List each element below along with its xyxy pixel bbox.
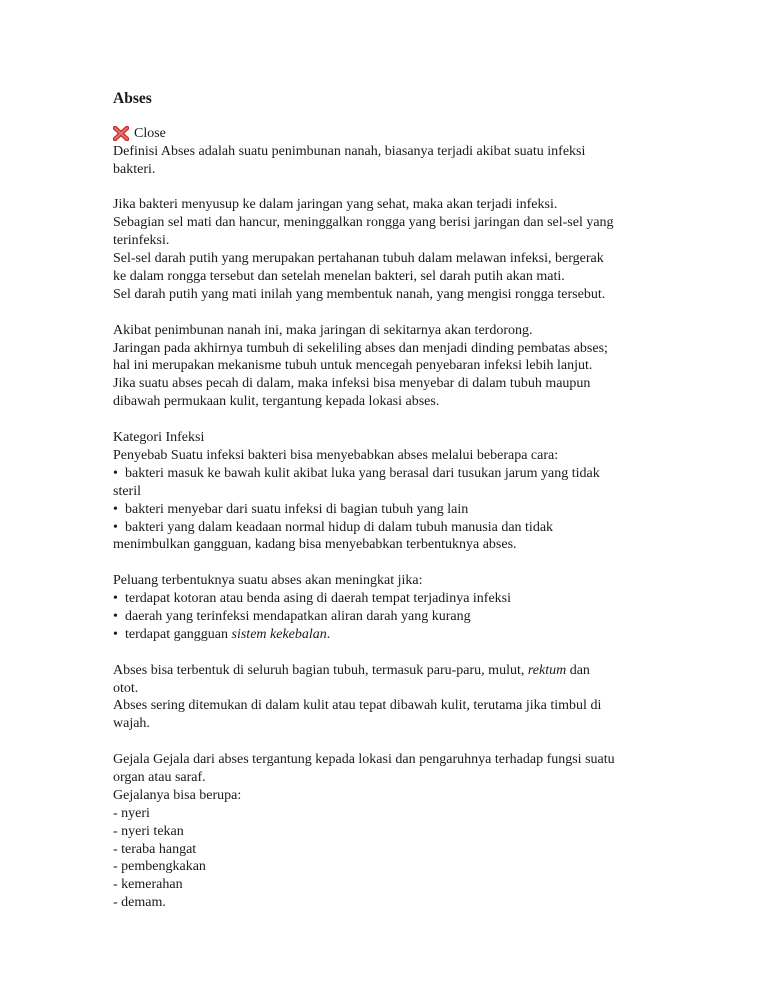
close-button[interactable]	[113, 125, 658, 143]
list-item: - demam.	[113, 895, 166, 911]
list-item: • daerah yang terinfeksi mendapatkan aliran darah yang kurang	[113, 608, 471, 624]
paragraph-peluang: Peluang terbentuknya suatu abses akan meningkat jika: • terdapat kotoran atau benda asing di daerah tempat terjadinya infeksi • daerah yang terinfeksi mendapatkan aliran darah yang kurang • terdapat gangguan sistem kekebalan.	[113, 572, 658, 644]
section-heading: Kategori Infeksi	[113, 430, 205, 446]
paragraph-definisi: Definisi Abses adalah suatu penimbunan nanah, biasanya terjadi akibat suatu infeksi bakteri.	[113, 143, 586, 177]
list-item: • terdapat gangguan sistem kekebalan.	[113, 626, 331, 642]
list-item: • bakteri yang dalam keadaan normal hidup di dalam tubuh manusia dan tidak	[113, 519, 554, 535]
list-item: - pembengkakan	[113, 859, 206, 875]
list-item: • bakteri menyebar dari suatu infeksi di bagian tubuh yang lain	[113, 501, 469, 517]
list-item: • bakteri masuk ke bawah kulit akibat luka yang berasal dari tusukan jarum yang tidak	[113, 465, 600, 481]
paragraph-gejala: Gejala Gejala dari abses tergantung kepada lokasi dan pengaruhnya terhadap fungsi suatu organ atau saraf. Gejalanya bisa berupa: - nyeri - nyeri tekan - teraba hangat - pembengkakan - kemerahan - demam.	[113, 751, 658, 912]
list-item: - teraba hangat	[113, 841, 197, 857]
page-title: Abses	[113, 90, 152, 107]
paragraph-infeksi: Jika bakteri menyusup ke dalam jaringan yang sehat, maka akan terjadi infeksi. Sebagian sel mati dan hancur, meninggalkan rongga yang berisi jaringan dan sel-sel yang terinfeksi. Sel-sel darah putih yang merupakan pertahanan tubuh dalam melawan infeksi, bergerak ke dalam rongga tersebut dan setelah menelan bakteri, sel darah putih akan mati. Sel darah putih yang mati inilah yang membentuk nanah, yang mengisi rongga tersebut.	[113, 197, 614, 302]
list-item: - nyeri	[113, 805, 150, 821]
paragraph-akibat: Akibat penimbunan nanah ini, maka jaringan di sekitarnya akan terdorong. Jaringan pada akhirnya tumbuh di sekeliling abses dan menjadi dinding pembatas abses; hal ini merupakan mekanisme tubuh untuk mencegah penyebaran infeksi lebih lanjut. Jika suatu abses pecah di dalam, maka infeksi bisa menyebar di dalam tubuh maupun dibawah permukaan kulit, tergantung kepada lokasi abses.	[113, 322, 608, 410]
paragraph-kategori: Kategori Infeksi Penyebab Suatu infeksi bakteri bisa menyebabkan abses melalui beberapa cara: • bakteri masuk ke bawah kulit akibat luka yang berasal dari tusukan jarum yang tidak steril • bakteri menyebar dari suatu infeksi di bagian tubuh yang lain • bakteri yang dalam keadaan normal hidup di dalam tubuh manusia dan tidak menimbulkan gangguan, kadang bisa menyebabkan terbentuknya abses.	[113, 429, 658, 554]
close-icon	[113, 126, 129, 141]
list-item: - kemerahan	[113, 877, 183, 893]
list-item: • terdapat kotoran atau benda asing di daerah tempat terjadinya infeksi	[113, 591, 512, 607]
close-label: Close	[134, 125, 166, 141]
document-page	[113, 90, 658, 912]
list-item: - nyeri tekan	[113, 823, 184, 839]
paragraph-lokasi: Abses bisa terbentuk di seluruh bagian tubuh, termasuk paru-paru, mulut, rektum dan otot. Abses sering ditemukan di dalam kulit atau tepat dibawah kulit, terutama jika timbul di wajah.	[113, 662, 602, 732]
